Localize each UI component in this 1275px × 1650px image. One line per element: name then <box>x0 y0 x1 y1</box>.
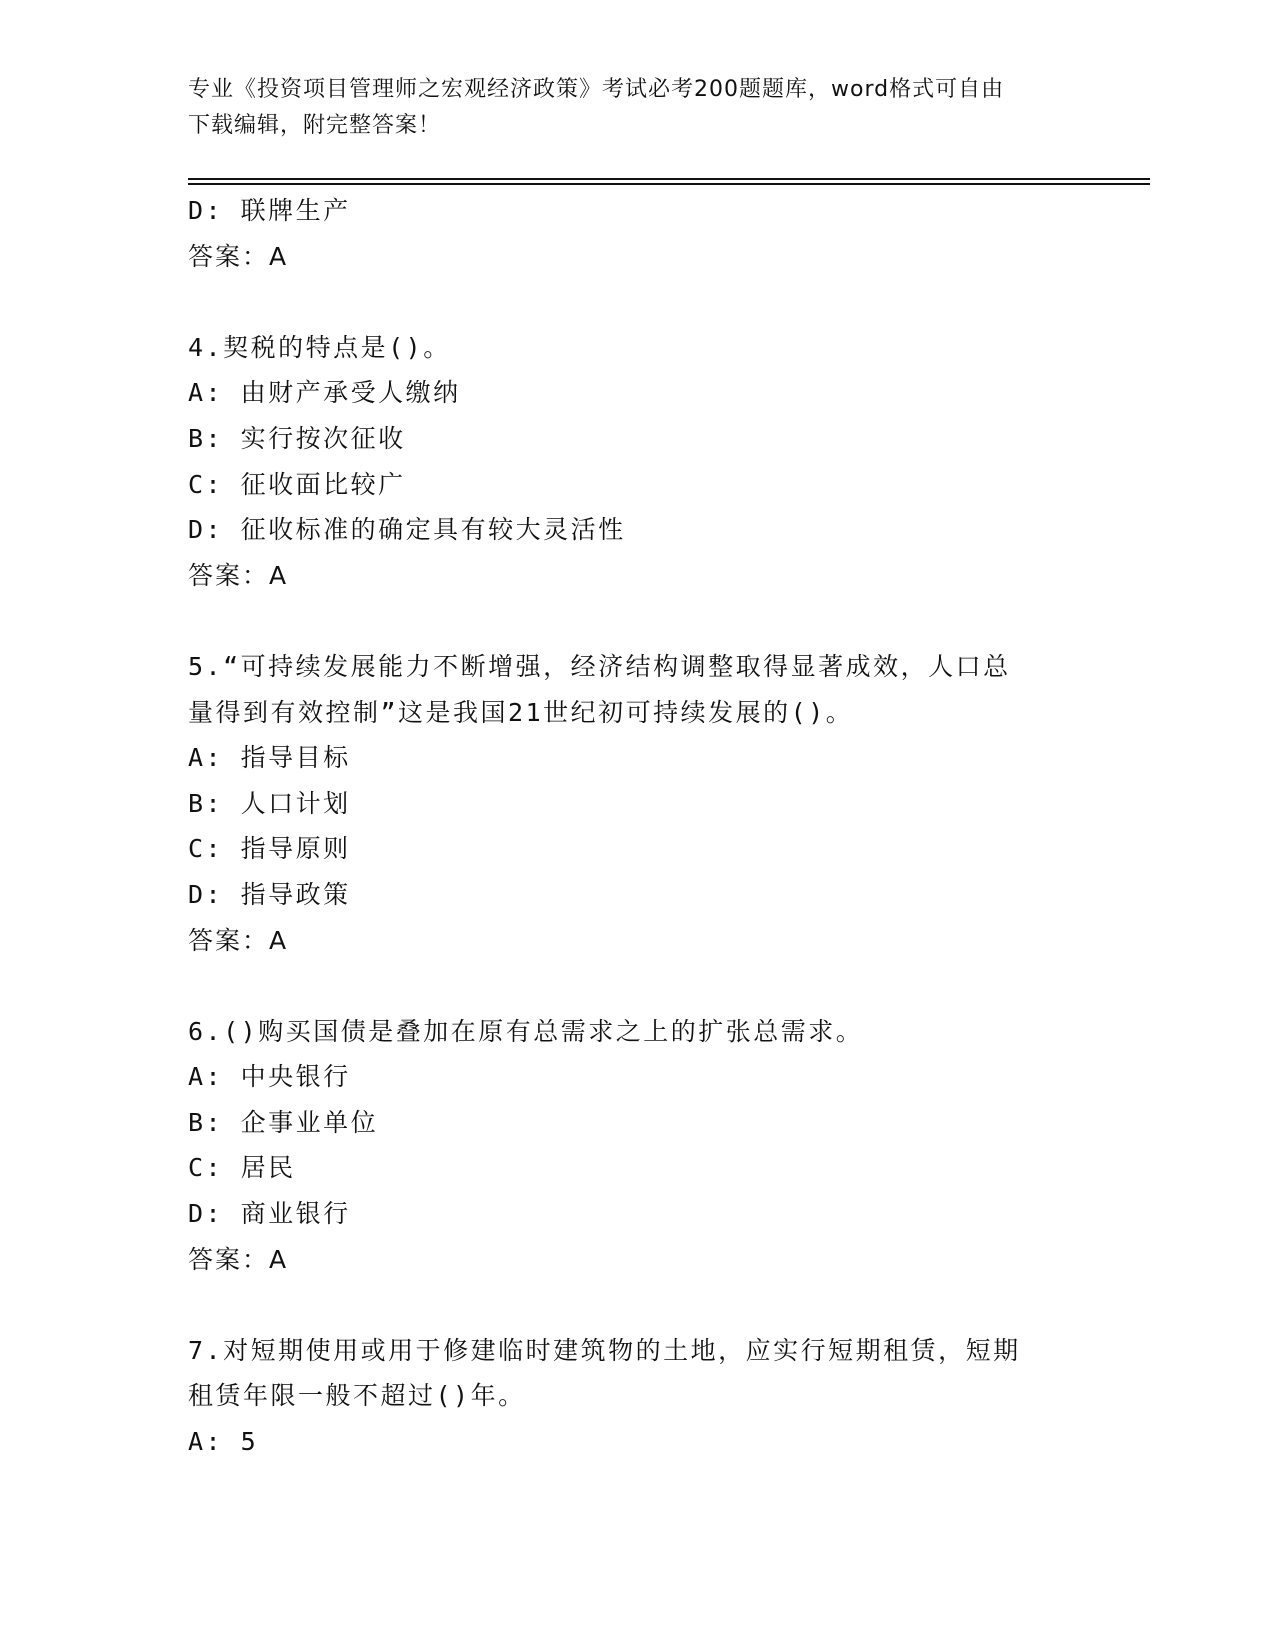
question-7-option-a: A: 5 <box>188 1427 259 1457</box>
question-5-text-line-1: 5.“可持续发展能力不断增强，经济结构调整取得显著成效，人口总 <box>188 651 1011 681</box>
spacer <box>188 598 1088 644</box>
question-7-text-line-1: 7.对短期使用或用于修建临时建筑物的土地，应实行短期租赁，短期 <box>188 1335 1021 1365</box>
header-line-1: 专业《投资项目管理师之宏观经济政策》考试必考200题题库，word格式可自由 <box>188 77 1005 102</box>
question-5-text-line-2: 量得到有效控制”这是我国21世纪初可持续发展的()。 <box>188 697 854 727</box>
question-5 <box>188 644 1088 963</box>
question-5-option-b: B: 人口计划 <box>188 788 351 818</box>
question-5-option-c: C: 指导原则 <box>188 834 351 864</box>
header-divider-bottom <box>188 183 1150 185</box>
question-list <box>188 188 1088 1465</box>
question-6-answer: 答案：A <box>188 1244 289 1274</box>
prev-option-d: D: 联牌生产 <box>188 196 351 225</box>
question-4-text: 4.契税的特点是()。 <box>188 332 451 362</box>
question-4-answer: 答案：A <box>188 560 289 590</box>
question-4-option-c: C: 征收面比较广 <box>188 469 406 499</box>
spacer <box>188 963 1088 1009</box>
header-divider-top <box>188 178 1150 180</box>
question-7 <box>188 1328 1088 1465</box>
question-5-option-d: D: 指导政策 <box>188 879 351 909</box>
question-6 <box>188 1009 1088 1283</box>
spacer <box>188 279 1088 325</box>
question-5-option-a: A: 指导目标 <box>188 743 351 773</box>
question-4-option-a: A: 由财产承受人缴纳 <box>188 378 461 408</box>
question-6-option-c: C: 居民 <box>188 1153 296 1183</box>
question-4-option-b: B: 实行按次征收 <box>188 423 406 453</box>
question-5-answer: 答案：A <box>188 925 289 955</box>
prev-answer: 答案：A <box>188 241 289 271</box>
document-header <box>188 72 1068 144</box>
header-line-2: 下载编辑，附完整答案！ <box>188 113 442 138</box>
question-6-option-b: B: 企事业单位 <box>188 1107 379 1137</box>
question-4 <box>188 325 1088 599</box>
spacer <box>188 1282 1088 1328</box>
question-6-option-d: D: 商业银行 <box>188 1199 351 1229</box>
question-4-option-d: D: 征收标准的确定具有较大灵活性 <box>188 515 626 545</box>
question-7-text-line-2: 租赁年限一般不超过()年。 <box>188 1381 526 1411</box>
question-6-option-a: A: 中央银行 <box>188 1062 351 1092</box>
question-6-text: 6.()购买国债是叠加在原有总需求之上的扩张总需求。 <box>188 1016 864 1046</box>
